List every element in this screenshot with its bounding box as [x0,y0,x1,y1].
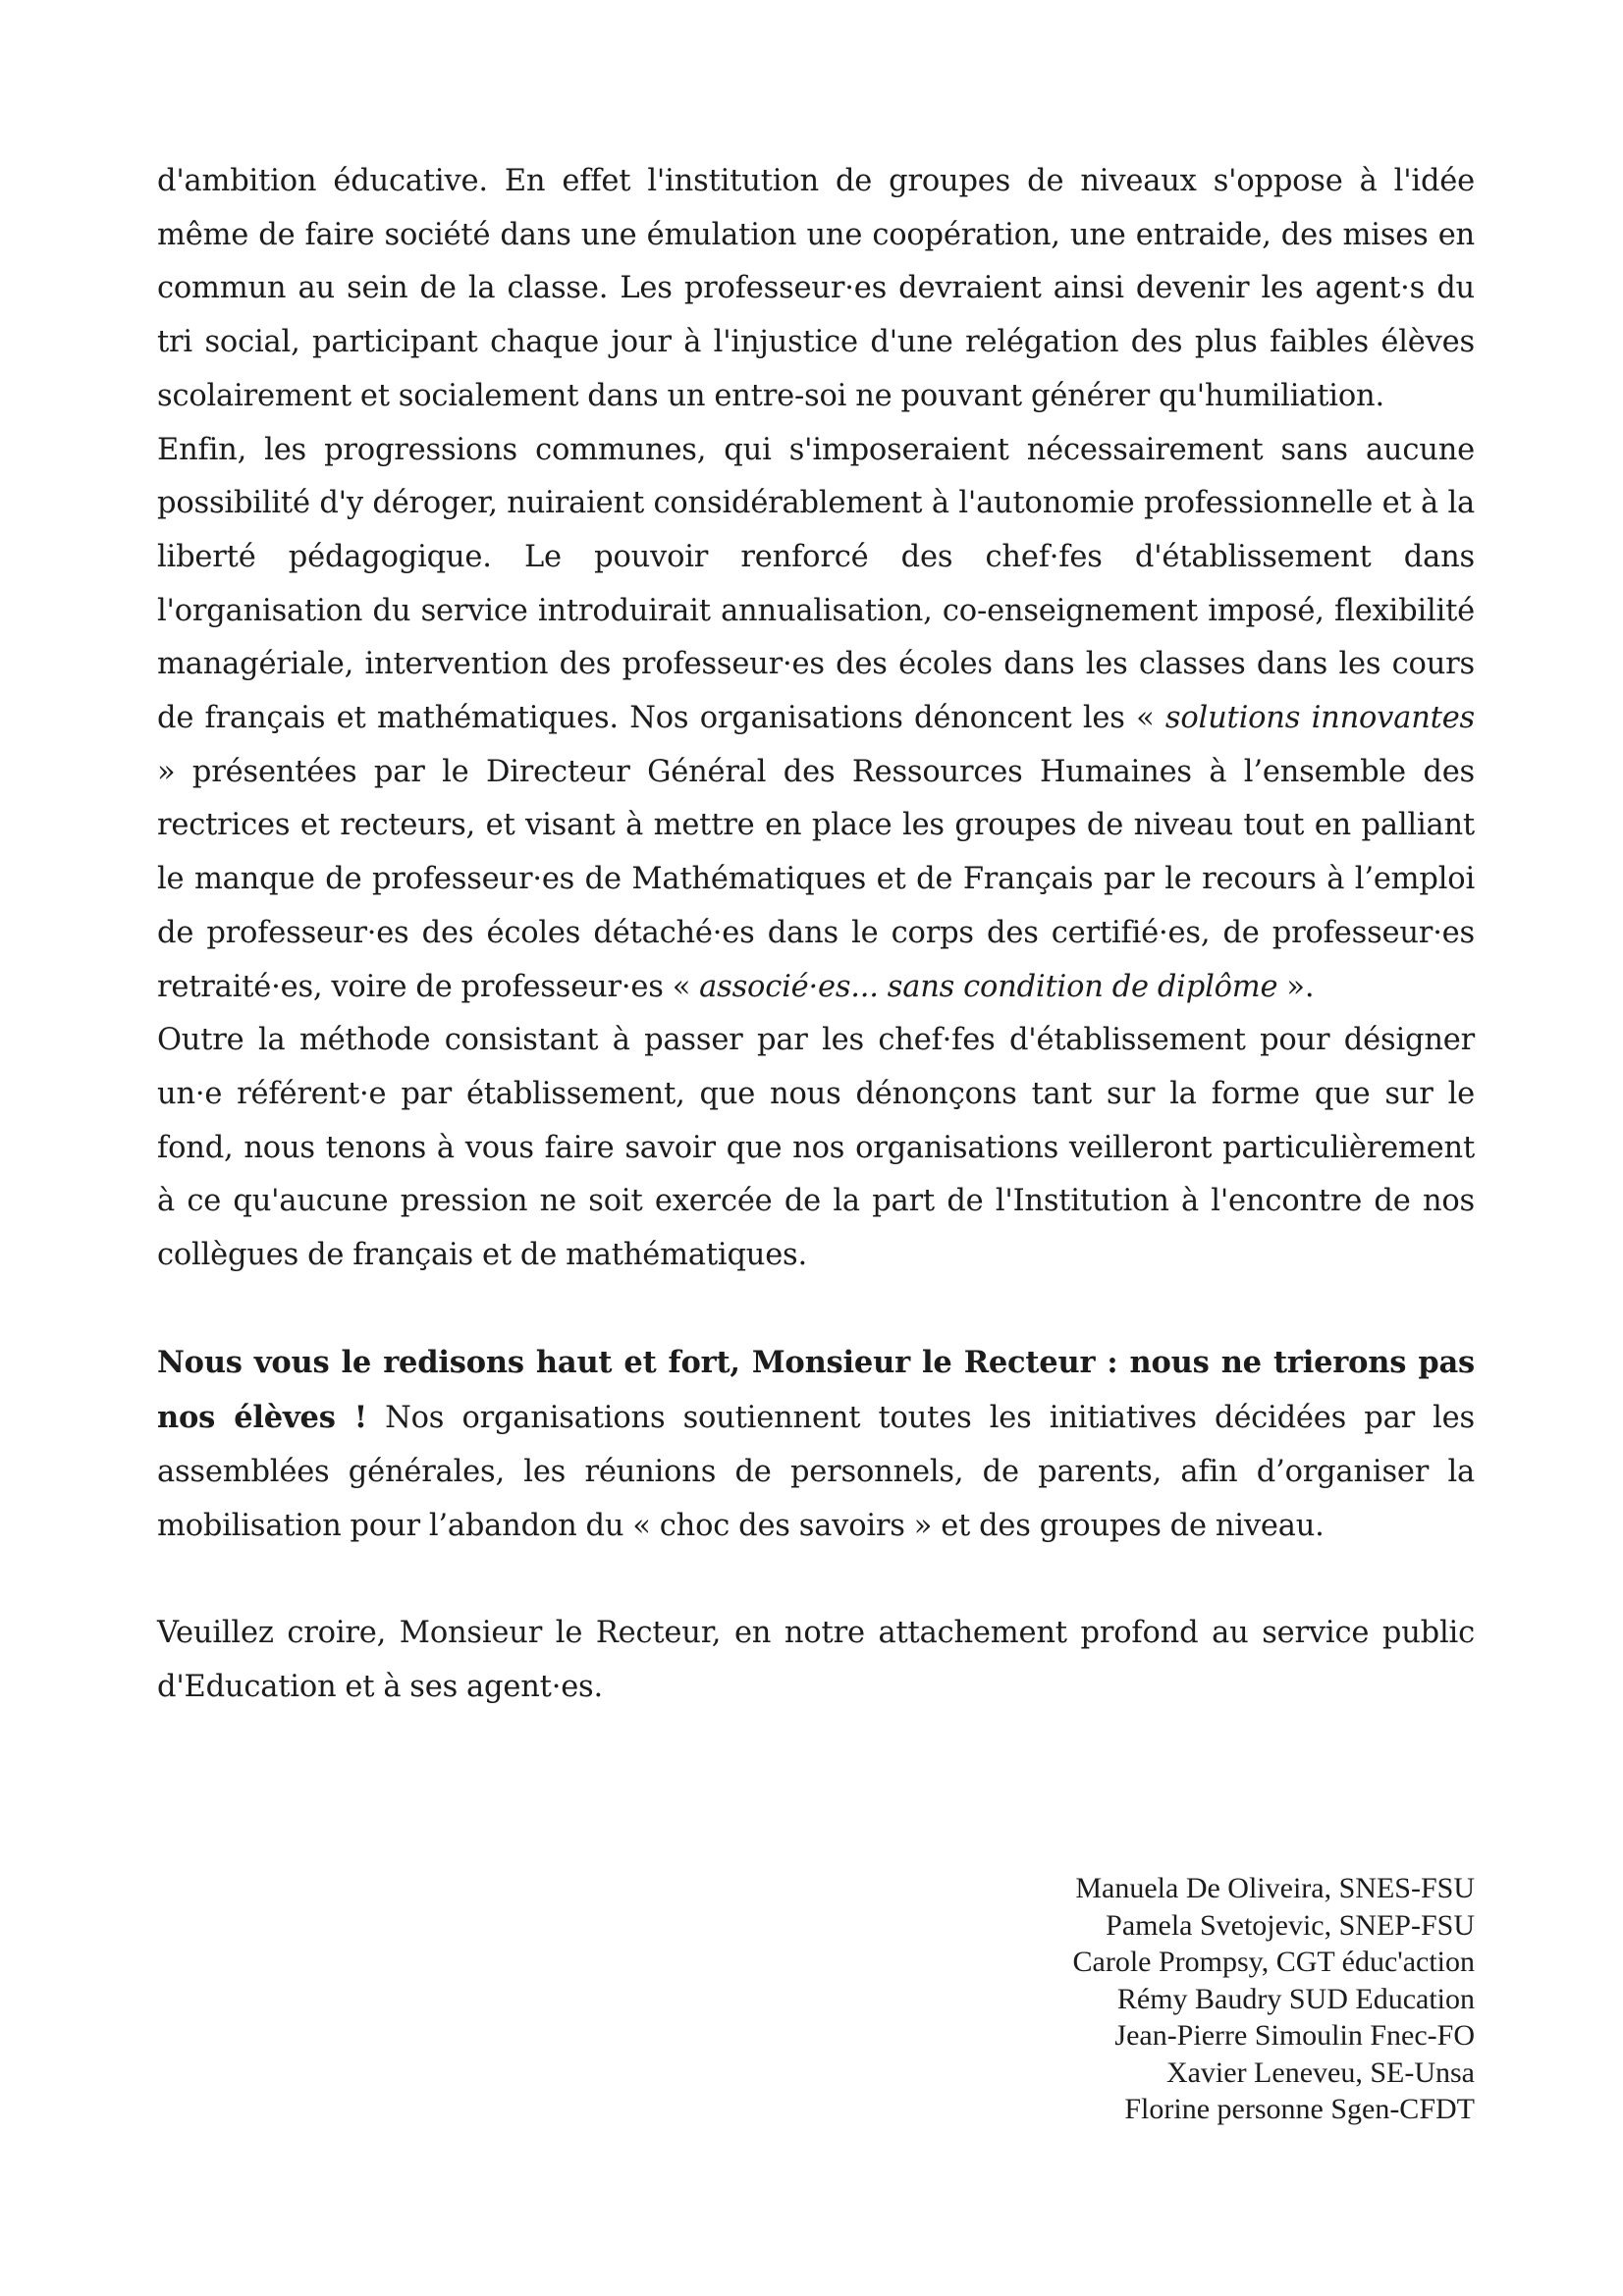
signatory-snes-fsu: Manuela De Oliveira, SNES-FSU [1075,1872,1475,1904]
closing-paragraph: Veuillez croire, Monsieur le Recteur, en notre attachement profond au service public d'Education et à ses agent·es. [157,1615,1475,1704]
signatory-snep-fsu: Pamela Svetojevic, SNEP-FSU [1106,1908,1475,1942]
paragraph-2 [157,424,1475,1015]
signatory-se-unsa: Xavier Leneveu, SE-Unsa [1165,2056,1475,2089]
signatory-cgt-educaction: Carole Prompsy, CGT éduc'action [1072,1946,1475,1978]
paragraph-1: d'ambition éducative. En effet l'institution de groupes de niveaux s'oppose à l'idée même de faire société dans une émulation une coopération, une entraide, des mises en commun au sein de la classe. Les professeur·es devraient ainsi devenir les agent·s du tri social, participant chaque jour à l'injustice d'une relégation des plus faibles élèves scolairement et socialement dans un entre-soi ne pouvant générer qu'humiliation. [157,164,1475,413]
letter-body [157,155,1475,1714]
paragraph-3: Outre la méthode consistant à passer par les chef·fes d'établissement pour désigner un·e référent·e par établissement, que nous dénonçons tant sur la forme que sur le fond, nous tenons à vous faire savoir que nos organisations veilleront particulièrement à ce qu'aucune pression ne soit exercée de la part de l'Institution à l'encontre de nos collègues de français et de mathématiques. [157,1023,1475,1273]
signature-block [1073,1870,1476,2128]
paragraph-2-text-b: » présentées par le Directeur Général des Ressources Humaines à l’ensemble des rectrices et recteurs, et visant à mettre en place les groupes de niveau tout en palliant le manque de professeur·es de Mathématiques et de Français par le recours à l’emploi de professeur·es des écoles détaché·es dans le corps des certifié·es, de professeur·es retraité·es, voire de professeur·es « [157,754,1475,1004]
paragraph-2-italic-b: associé·es... sans condition de diplôme [699,969,1278,1004]
paragraph-2-italic-a: solutions innovantes [1164,701,1475,736]
paragraph-4-bold: Nous vous le redisons haut et fort, Monsieur le Recteur : nous ne trierons pas nos élèves ! [157,1345,1475,1436]
signatory-sgen-cfdt: Florine personne Sgen-CFDT [1124,2093,1475,2125]
letter-page [157,155,1475,1714]
paragraph-2-text-c: ». [1277,969,1315,1004]
signatory-sud-education: Rémy Baudry SUD Education [1116,1982,1475,2015]
paragraph-2-text-a: Enfin, les progressions communes, qui s'imposeraient nécessairement sans aucune possibilité d'y déroger, nuiraient considérablement à l'autonomie professionnelle et à la liberté pédagogique. Le pouvoir renforcé des chef·fes d'établissement dans l'organisation du service introduirait annualisation, co-enseignement imposé, flexibilité managériale, intervention des professeur·es des écoles dans les classes dans les cours de français et mathématiques. Nos organisations dénoncent les « [157,432,1475,736]
paragraph-4-text: Nos organisations soutiennent toutes les initiatives décidées par les assemblées générales, les réunions de personnels, de parents, afin d’organiser la mobilisation pour l’abandon du « choc des savoirs » et des groupes de niveau. [157,1401,1475,1543]
paragraph-4 [157,1336,1475,1553]
signatory-fnec-fo: Jean-Pierre Simoulin Fnec-FO [1114,2019,1475,2052]
